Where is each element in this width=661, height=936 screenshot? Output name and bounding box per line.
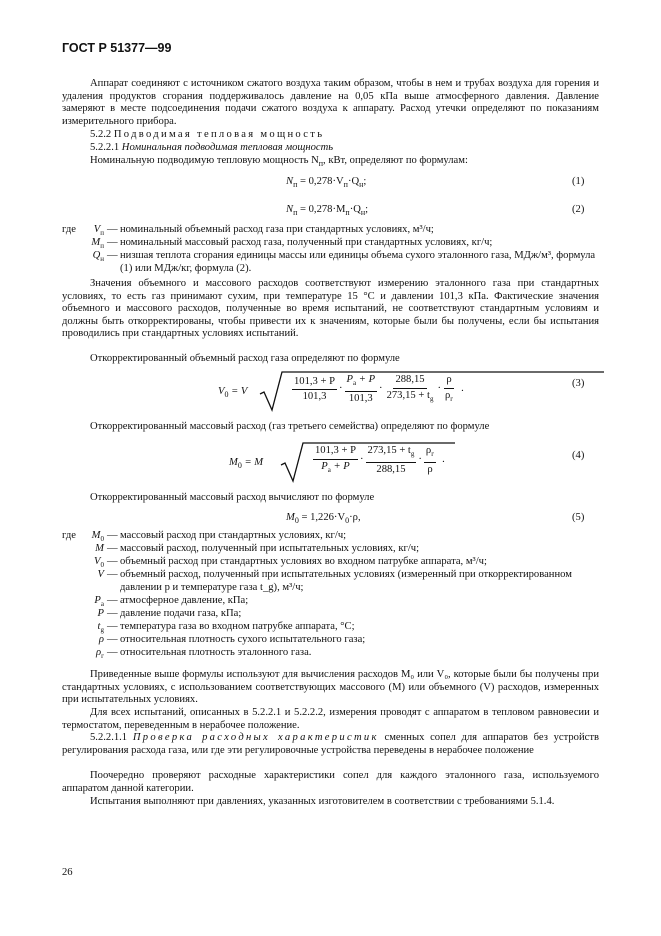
definition-symbol: V bbox=[97, 569, 104, 580]
formula-3-number: (3) bbox=[572, 378, 585, 389]
corrected-mass-intro: Откорректированный массовый расход (газ третьего семейства) определяют по формуле bbox=[90, 421, 490, 432]
document-page: ГОСТ Р 51377—99 Аппарат соединяют с источником сжатого воздуха таким образом, чтобы в нем и трубах воздуха для горения и удаления продуктов сгорания поддерживалось давление на 0,05 кПа выше атмосферного давления. Давление замеряют в месте подсоединения подачи сжатого воздуха к аппарату. Расход утечки определяют по показаниям измерительного прибора. 5.2.2 Подводимая тепловая мощность 5.2.2.1 Номинальная подводимая тепловая мощность Номинальную подводимую тепловую мощность $N_п$, кВт, определяют по формулам: $N_п = 0,278\cdot V_п\cdot Q_н$; (1) $N_п = 0,278\cdot M_п\cdot Q_н$; (2) где $V_п$ — номинальный объемный расход газа при стандартных условиях, м³/ч; $M_п$ — номинальный массовый расход газа, полученный при стандартных условиях, кг/ч; $Q_н$ — низшая теплота сгорания единицы массы или единицы объема сухого эталонного газа, МДж/м³, формула (1) или МДж/кг, формула (2). Значения объемного и массового расходов соответствуют измерению эталонного газа при стандартных условиях, то есть газ принимают сухим, при температуре 15 °С и давлении 101,3 кПа. Фактические значения объемного и массового расходов, полученные во время испытаний, не соответствуют стандартным условиям и должны быть откорректированы, чтобы привести их к значениям, которые были бы получены, если бы испытания проводились при стандартных условиях испытаний. Откорректированный объемный расход газа определяют по формуле $V_0 = V$ $\frac{101,3 + P}{101,3}$ · $\frac{P_а + P}{101,3}$ · $\frac{288,15}{273,15 + t_g}$ · $\frac{\rho}{\rho_г}$ . (3) Откорректированный массовый расход (газ третьего семейства) определяют по формуле $M_0 = M$ $\frac{101,3 + P}{P_а + P}$ · $\frac{273,15 + t_g}{288,15}$ · $\frac{\rho_г}{\rho}$ . (4) Откорректированный массовый расход вычисляют по формуле $M_0 = 1,226\cdot V_0\cdot\rho$, (5) где $M_0$ — массовый расход при стандартных условиях, кг/ч; M — массовый расход, полученный при испытательных условиях, кг/ч; $V_0$ — объемный расход при стандартных условиях во входном патрубке аппарата, м³/ч; V — объемный расход, полученный при испытательных условиях (измеренный при откорректированном давлении p и температуре газа t_g), м³/ч; $P_а$ — атмосферное давление, кПа; P — давление подачи газа, кПа; $t_g$ — температура газа во входном патрубке аппарата, °С; ρ — относительная плотность сухого испытательного газа; $\rho_г$ — относительная плотность эталонного газа. Приведенные выше формулы используют для вычисления расходов M₀ или V₀, которые были бы получены при стандартных условиях, с использованием соответствующих массового (M) или объемного (V) расходов, измеренных при испытательных условиях. Для всех испытаний, описанных в 5.2.2.1 и 5.2.2.2, измерения проводят с аппаратом в тепловом равновесии и термостатом, переведенным в нерабочее положение. 5.2.2.1.1 Проверка расходных характеристик сменных сопел для аппаратов без устройств регулирования расхода газа, или где эти регулировочные устройства переведены в нерабочее положение Поочередно проверяют расходные характеристики сопел для каждого эталонного газа, используемого аппаратом данной категории. Испытания выполняют при давлениях, указанных изготовителем в соответствии с требованиями 5.1.4. 26 bbox=[0, 0, 661, 936]
definition-text: номинальный массовый расход газа, полученный при стандартных условиях, кг/ч; bbox=[120, 237, 493, 248]
definition-symbol: P bbox=[97, 608, 104, 619]
corrected-mass-intro-2: Откорректированный массовый расход вычисляют по формуле bbox=[90, 492, 375, 503]
definition-text: объемный расход, полученный при испытательных условиях (измеренный при откорректированном давлении p и температуре газа t_g), м³/ч; bbox=[120, 569, 572, 593]
definition-text: относительная плотность эталонного газа. bbox=[120, 647, 312, 658]
page-number: 26 bbox=[62, 867, 73, 878]
definition-text: низшая теплота сгорания единицы массы или единицы объема сухого эталонного газа, МДж/м³, формула (1) или МДж/кг, формула (2). bbox=[120, 250, 596, 274]
definition-dash: — bbox=[107, 595, 118, 606]
definition-dash: — bbox=[107, 621, 118, 632]
definition-prefix: где bbox=[62, 530, 76, 541]
definition-dash: — bbox=[107, 569, 118, 580]
definition-symbol: ρ bbox=[98, 634, 104, 645]
definition-dash: — bbox=[107, 556, 118, 567]
definition-dash: — bbox=[107, 634, 118, 645]
definition-symbol: $V_п$ bbox=[93, 224, 104, 238]
formula-2-number: (2) bbox=[572, 204, 585, 215]
formula-1-number: (1) bbox=[572, 176, 585, 187]
definition-symbol: $M_п$ bbox=[91, 237, 104, 251]
formula-5-number: (5) bbox=[572, 512, 585, 523]
definition-text: относительная плотность сухого испытательного газа; bbox=[120, 634, 366, 645]
section-5-2-2-1-1: 5.2.2.1.1 Проверка расходных характеристик сменных сопел для аппаратов без устройств регулирования расхода газа, или где эти регулировочные устройства переведены в нерабочее положение bbox=[62, 732, 599, 756]
definition-text: массовый расход при стандартных условиях, кг/ч; bbox=[120, 530, 347, 541]
definition-text: температура газа во входном патрубке аппарата, °С; bbox=[120, 621, 355, 632]
definition-dash: — bbox=[107, 224, 118, 235]
corrected-volume-intro: Откорректированный объемный расход газа определяют по формуле bbox=[90, 353, 400, 364]
standard-header: ГОСТ Р 51377—99 bbox=[62, 41, 172, 55]
definition-dash: — bbox=[107, 543, 118, 554]
paragraph-formulas-usage: Приведенные выше формулы используют для вычисления расходов M₀ или V₀, которые были бы получены при стандартных условиях, с использованием соответствующих массового (M) или объемного (V) расходов, измеренных при испытательных условиях. bbox=[62, 669, 599, 706]
definition-text: объемный расход при стандартных условиях во входном патрубке аппарата, м³/ч; bbox=[120, 556, 487, 567]
definition-dash: — bbox=[107, 647, 118, 658]
paragraph-standard-conditions: Значения объемного и массового расходов соответствуют измерению эталонного газа при стандартных условиях, то есть газ принимают сухим, при температуре 15 °С и давлении 101,3 кПа. Фактические значения объемного и массового расходов, полученные во время испытаний, не соответствуют стандартным условиям и должны быть откорректированы, чтобы привести их к значениям, которые были бы получены, если бы испытания проводились при стандартных условиях испытаний. bbox=[62, 278, 599, 340]
paragraph-air-supply: Аппарат соединяют с источником сжатого воздуха таким образом, чтобы в нем и трубах воздуха для горения и удаления продуктов сгорания поддерживалось давление на 0,05 кПа выше атмосферного давления. Давление замеряют в месте подсоединения подачи сжатого воздуха к аппарату. Расход утечки определяют по показаниям измерительного прибора. bbox=[62, 78, 599, 127]
section-5-2-2-1-heading: 5.2.2.1 Номинальная подводимая тепловая мощность bbox=[90, 142, 334, 153]
definition-symbol: $t_g$ bbox=[97, 621, 104, 635]
formula-5: $M_0 = 1,226\cdot V_0\cdot\rho$, bbox=[286, 512, 361, 526]
formula-2: $N_п = 0,278\cdot M_п\cdot Q_н$; bbox=[286, 204, 369, 218]
definition-symbol: $P_а$ bbox=[94, 595, 104, 609]
section-5-2-2-heading: 5.2.2 Подводимая тепловая мощность bbox=[90, 129, 325, 140]
definition-symbol: $M_0$ bbox=[91, 530, 104, 544]
formula-4-number: (4) bbox=[572, 450, 585, 461]
definition-text: массовый расход, полученный при испытательных условиях, кг/ч; bbox=[120, 543, 420, 554]
definition-text: давление подачи газа, кПа; bbox=[120, 608, 242, 619]
definition-text: атмосферное давление, кПа; bbox=[120, 595, 249, 606]
definition-dash: — bbox=[107, 608, 118, 619]
paragraph-nozzle-check: Поочередно проверяют расходные характеристики сопел для каждого эталонного газа, используемого аппаратом данной категории. bbox=[62, 770, 599, 794]
definition-prefix: где bbox=[62, 224, 76, 235]
paragraph-test-pressures: Испытания выполняют при давлениях, указанных изготовителем в соответствии с требованиями 5.1.4. bbox=[90, 796, 555, 807]
definition-symbol: $\rho_г$ bbox=[96, 647, 104, 661]
definition-dash: — bbox=[107, 237, 118, 248]
definition-text: номинальный объемный расход газа при стандартных условиях, м³/ч; bbox=[120, 224, 434, 235]
definition-dash: — bbox=[107, 250, 118, 261]
definition-dash: — bbox=[107, 530, 118, 541]
nominal-power-intro: Номинальную подводимую тепловую мощность $N_п$, кВт, определяют по формулам: bbox=[90, 155, 468, 169]
definition-symbol: $Q_н$ bbox=[92, 250, 104, 264]
definition-symbol: $V_0$ bbox=[94, 556, 104, 570]
definition-symbol: M bbox=[95, 543, 104, 554]
formula-1: $N_п = 0,278\cdot V_п\cdot Q_н$; bbox=[286, 176, 367, 190]
paragraph-thermal-equilibrium: Для всех испытаний, описанных в 5.2.2.1 и 5.2.2.2, измерения проводят с аппаратом в тепловом равновесии и термостатом, переведенным в нерабочее положение. bbox=[62, 707, 599, 731]
